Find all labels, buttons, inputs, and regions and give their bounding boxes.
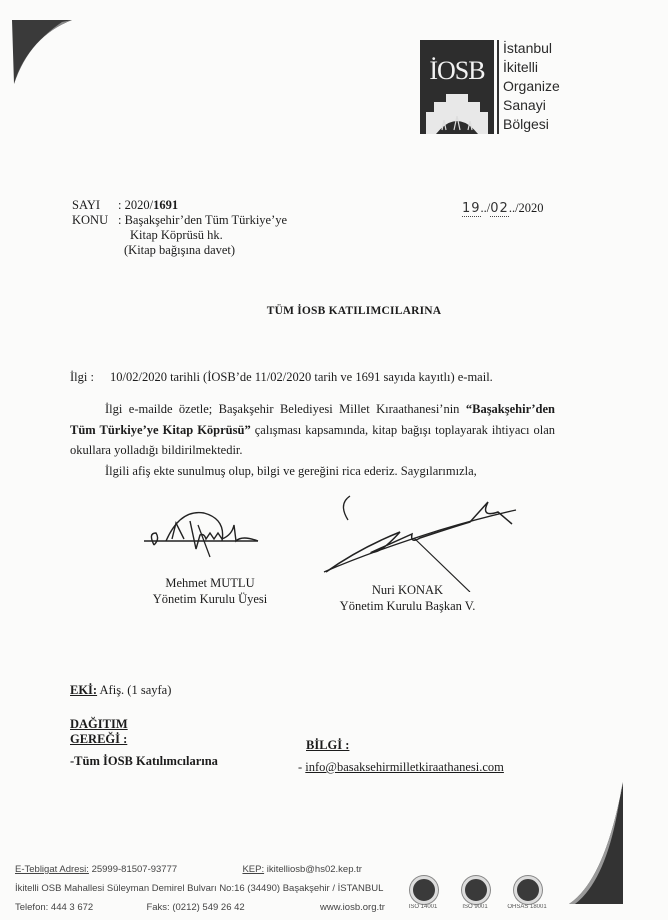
konu-row <box>72 213 287 228</box>
logo-text: İOSB <box>429 56 485 85</box>
date-year: /2020 <box>515 201 544 215</box>
konu-line1: : Başakşehir’den Tüm Türkiye’ye <box>118 213 288 227</box>
attachments-label: EKİ: <box>70 683 98 697</box>
org-line: Bölgesi <box>503 116 549 132</box>
info-email-link[interactable]: info@basaksehirmilletkiraathanesi.com <box>305 760 504 774</box>
info-label: BİLGİ : <box>306 738 350 752</box>
footer-phone: Telefon: 444 3 672 <box>15 902 94 913</box>
corner-decoration-bottom-right <box>565 780 625 910</box>
signatory-name: Nuri KONAK <box>371 583 444 597</box>
org-line: Organize <box>503 78 560 94</box>
signatory-1 <box>130 575 290 607</box>
info-item: - info@basaksehirmilletkiraathanesi.com <box>298 760 504 774</box>
org-line: İkitelli <box>503 59 539 75</box>
body-paragraph-1: İlgi e-mailde özetle; Başakşehir Belediyesi Millet Kıraathanesi’nin “Başakşehir’den Tüm Türkiye’ye Kitap Köprüsü” çalışması kapsamında, kitap bağışı toplayarak ihtiyacı olan okullara yolladığı bildirilmektedir. <box>70 402 555 457</box>
konu-label: KONU <box>72 213 109 227</box>
gear-icon <box>420 90 494 134</box>
reference-text: 10/02/2020 tarihli (İOSB’de 11/02/2020 tarih ve 1691 sayıda kayıtlı) e-mail. <box>110 370 493 384</box>
body-paragraph-2: İlgili afiş ekte sunulmuş olup, bilgi ve gereğini rica ederiz. Saygılarımızla, <box>105 463 477 478</box>
attachments <box>70 683 171 698</box>
recipient-heading: TÜM İOSB KATILIMCILARINA <box>266 305 442 317</box>
footer-address: İkitelli OSB Mahallesi Süleyman Demirel Bulvarı No:16 (34490) Başakşehir / İSTANBUL <box>15 883 384 894</box>
organization-name <box>503 39 560 134</box>
distribution-item: -Tüm İOSB Katılımcılarına <box>70 754 218 768</box>
attachments-text: Afiş. (1 sayfa) <box>97 683 172 697</box>
letter-body <box>70 399 555 481</box>
sayi-row <box>72 198 287 213</box>
signatory-name: Mehmet MUTLU <box>165 576 255 590</box>
signature-nuri-konak <box>320 492 520 592</box>
logo-divider <box>497 40 499 134</box>
signatory-2 <box>320 582 495 614</box>
certification-iso9001: ISO 9001 <box>450 876 500 909</box>
footer-fax: Faks: (0212) 549 26 42 <box>146 902 245 913</box>
reference-line <box>70 370 493 385</box>
signatory-title: Yönetim Kurulu Üyesi <box>152 592 268 606</box>
sayi-number: 1691 <box>153 198 179 212</box>
seal-icon <box>514 876 542 904</box>
document-meta <box>72 198 287 258</box>
corner-decoration-top-left <box>10 18 80 88</box>
sayi-label: SAYI <box>72 198 101 212</box>
certification-ohsas18001: OHSAS 18001 <box>502 876 552 909</box>
signature-mehmet-mutlu <box>140 505 280 565</box>
seal-icon <box>462 876 490 904</box>
etebligat-label: E-Tebligat Adresi: <box>15 864 89 875</box>
distribution-label: DAĞITIM GEREĞİ : <box>70 717 128 746</box>
seal-icon <box>410 876 438 904</box>
date-day: 19 <box>462 201 481 216</box>
campaign-name: “Başakşehir’den Tüm Türkiye’ye Kitap Köprüsü” <box>70 402 555 437</box>
reference-label: İlgi : <box>70 370 94 384</box>
kep-value: ikitelliosb@hs02.kep.tr <box>264 864 362 875</box>
footer-website[interactable]: www.iosb.org.tr <box>319 902 385 913</box>
footer-line-3 <box>15 902 385 913</box>
kep-label: KEP: <box>242 864 265 875</box>
iosb-logo <box>420 40 494 134</box>
certification-iso14001: ISO 14001 <box>398 876 448 909</box>
document-date: 19../02../2020 <box>462 201 544 216</box>
signatory-title: Yönetim Kurulu Başkan V. <box>339 599 476 613</box>
org-line: Sanayi <box>503 97 546 113</box>
date-month: 02 <box>490 201 509 216</box>
konu-line3: (Kitap bağışına davet) <box>124 243 236 257</box>
org-line: İstanbul <box>503 40 553 56</box>
footer-line-1 <box>15 864 362 875</box>
etebligat-value: 25999-81507-93777 <box>88 864 178 875</box>
konu-line2: Kitap Köprüsü hk. <box>130 228 223 242</box>
sayi-prefix: : 2020/ <box>118 198 154 212</box>
